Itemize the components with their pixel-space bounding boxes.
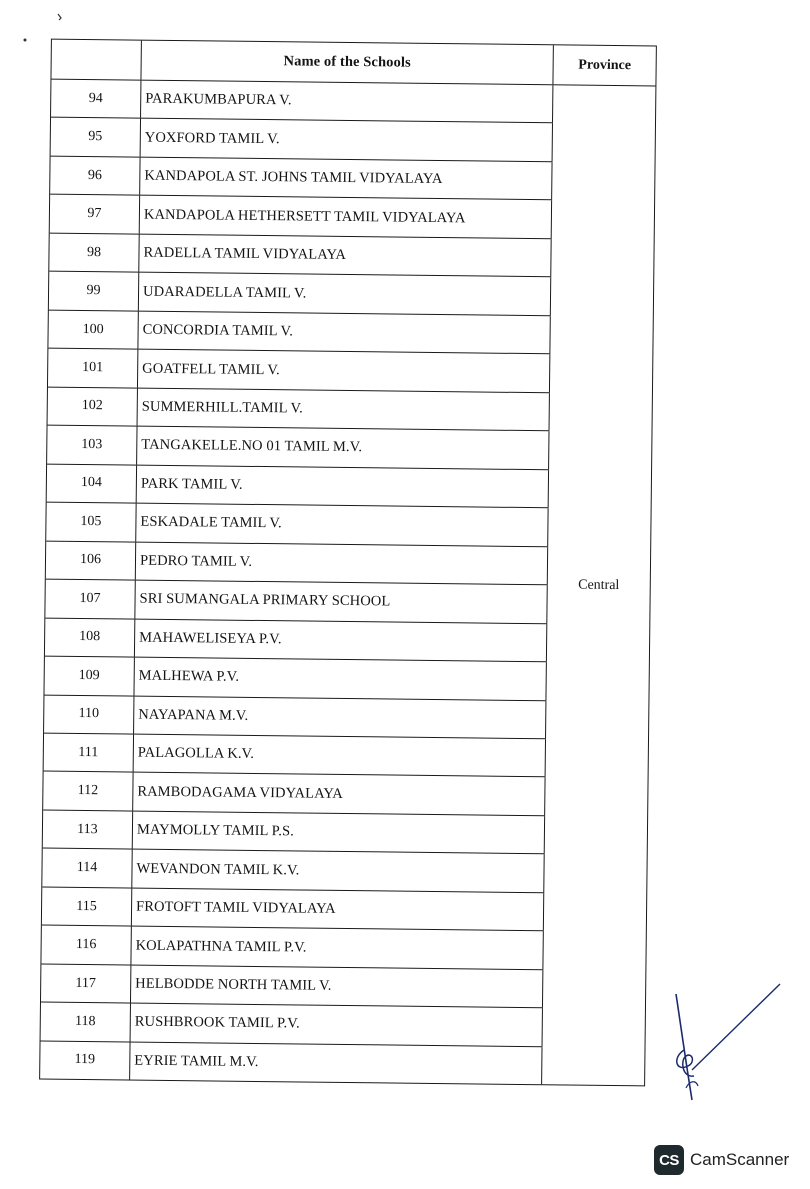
- row-number: 100: [48, 310, 138, 348]
- row-number: 98: [49, 233, 139, 271]
- school-name: SRI SUMANGALA PRIMARY SCHOOL: [135, 581, 547, 623]
- school-name: NAYAPANA M.V.: [134, 696, 546, 738]
- row-number: 96: [50, 157, 140, 195]
- school-name: UDARADELLA TAMIL V.: [139, 273, 551, 315]
- table-row: [41, 926, 543, 970]
- table-row: [50, 195, 552, 239]
- row-number: 95: [51, 118, 141, 156]
- school-name: RADELLA TAMIL VIDYALAYA: [139, 234, 551, 276]
- row-number: 101: [48, 349, 138, 387]
- school-name: CONCORDIA TAMIL V.: [138, 311, 550, 353]
- table-row: [43, 772, 545, 816]
- row-number: 99: [49, 272, 139, 310]
- row-number: 104: [47, 464, 137, 502]
- row-number: 119: [40, 1041, 130, 1079]
- header-number: [51, 40, 141, 80]
- table-header: [51, 40, 655, 87]
- school-name: GOATFELL TAMIL V.: [138, 350, 550, 392]
- row-number: 103: [47, 426, 137, 464]
- school-name: TANGAKELLE.NO 01 TAMIL M.V.: [137, 427, 549, 469]
- row-number: 97: [50, 195, 140, 233]
- row-number: 117: [41, 964, 131, 1002]
- school-name: MAYMOLLY TAMIL P.S.: [133, 811, 545, 853]
- school-name: WEVANDON TAMIL K.V.: [132, 850, 544, 892]
- table-row: [48, 310, 550, 354]
- header-school-name: Name of the Schools: [141, 41, 553, 85]
- table-row: [42, 849, 544, 893]
- school-name: MAHAWELISEYA P.V.: [135, 619, 547, 661]
- header-province: Province: [578, 57, 632, 73]
- table-row: [43, 810, 545, 854]
- camscanner-logo-icon: CS: [654, 1145, 684, 1175]
- row-number: 114: [42, 849, 132, 887]
- table-row: [41, 1003, 543, 1047]
- row-number: 118: [41, 1003, 131, 1041]
- table-row: [44, 734, 546, 778]
- row-number: 111: [44, 734, 134, 772]
- table-rows: [40, 80, 553, 1085]
- table-row: [48, 387, 550, 431]
- school-name: HELBODDE NORTH TAMIL V.: [131, 965, 543, 1007]
- table-body: [40, 80, 655, 1086]
- table-row: [48, 349, 550, 393]
- table-row: [44, 657, 546, 701]
- table-row: [51, 118, 553, 162]
- school-name: PALAGOLLA K.V.: [134, 735, 546, 777]
- table-row: [40, 1041, 542, 1084]
- school-name: SUMMERHILL.TAMIL V.: [138, 388, 550, 430]
- row-number: 106: [46, 541, 136, 579]
- school-name: KANDAPOLA ST. JOHNS TAMIL VIDYALAYA: [140, 158, 552, 200]
- school-name: KANDAPOLA HETHERSETT TAMIL VIDYALAYA: [140, 196, 552, 238]
- row-number: 102: [48, 387, 138, 425]
- school-name: EYRIE TAMIL M.V.: [130, 1042, 542, 1084]
- table-row: [47, 426, 549, 470]
- table-row: [49, 233, 551, 277]
- table-row: [42, 887, 544, 931]
- row-number: 108: [45, 618, 135, 656]
- school-name: KOLAPATHNA TAMIL P.V.: [131, 927, 543, 969]
- row-number: 115: [42, 887, 132, 925]
- camscanner-label: CamScanner: [690, 1150, 790, 1169]
- row-number: 110: [44, 695, 134, 733]
- row-number: 116: [41, 926, 131, 964]
- row-number: 94: [51, 80, 141, 118]
- table-row: [49, 272, 551, 316]
- school-name: YOXFORD TAMIL V.: [141, 119, 553, 161]
- camscanner-watermark: [654, 1145, 789, 1175]
- table-row: [46, 503, 548, 547]
- row-number: 107: [45, 580, 135, 618]
- row-number: 113: [43, 810, 133, 848]
- table-row: [41, 964, 543, 1008]
- table-row: [46, 541, 548, 585]
- school-name: PEDRO TAMIL V.: [136, 542, 548, 584]
- row-number: 109: [44, 657, 134, 695]
- table-row: [44, 695, 546, 739]
- table-row: [45, 580, 547, 624]
- school-name: PARK TAMIL V.: [137, 465, 549, 507]
- schools-table: [39, 39, 657, 1087]
- signature-icon: [662, 980, 792, 1110]
- table-row: [45, 618, 547, 662]
- row-number: 105: [46, 503, 136, 541]
- school-name: ESKADALE TAMIL V.: [136, 504, 548, 546]
- school-name: RAMBODAGAMA VIDYALAYA: [133, 773, 545, 815]
- table-row: [50, 157, 552, 201]
- school-name: MALHEWA P.V.: [134, 658, 546, 700]
- row-number: 112: [43, 772, 133, 810]
- school-name: PARAKUMBAPURA V.: [141, 81, 553, 123]
- table-row: [47, 464, 549, 508]
- table-row: [51, 80, 553, 124]
- province-cell: Central: [578, 577, 620, 593]
- school-name: FROTOFT TAMIL VIDYALAYA: [132, 888, 544, 930]
- school-name: RUSHBROOK TAMIL P.V.: [131, 1004, 543, 1046]
